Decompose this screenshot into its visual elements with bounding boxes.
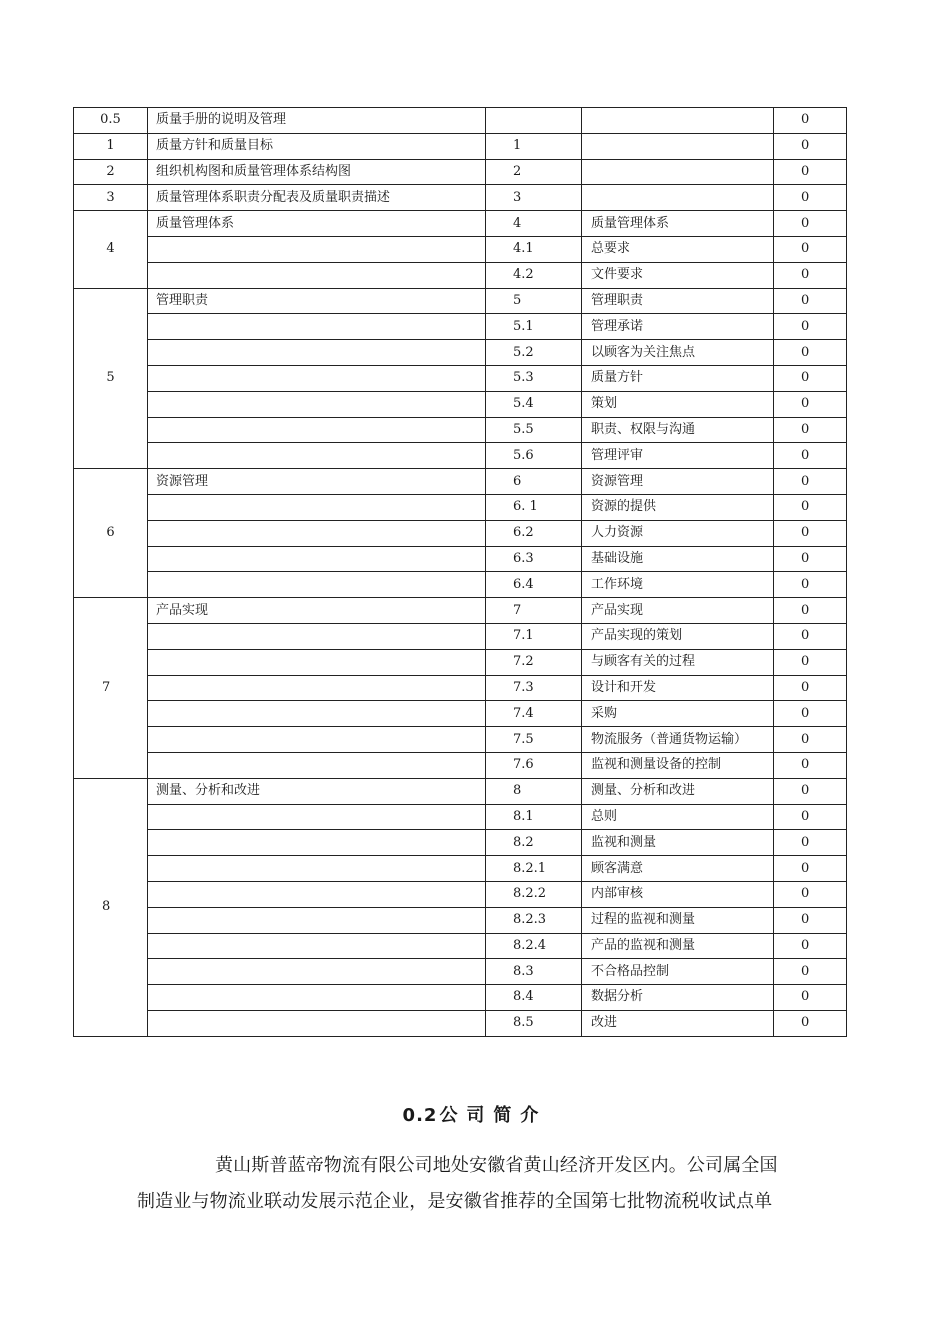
clause-title: 管理职责 xyxy=(582,288,774,314)
page-number: 0 xyxy=(774,236,847,262)
clause-title xyxy=(582,108,774,134)
page-number: 0 xyxy=(774,133,847,159)
section-name xyxy=(148,752,486,778)
table-row xyxy=(74,572,847,598)
page-number: 0 xyxy=(774,469,847,495)
page-number: 0 xyxy=(774,340,847,366)
page-number: 0 xyxy=(774,494,847,520)
page-number: 0 xyxy=(774,185,847,211)
page-number: 0 xyxy=(774,211,847,237)
table-row xyxy=(74,778,847,804)
section-number: 0.2 xyxy=(402,1105,438,1126)
page-number: 0 xyxy=(774,985,847,1011)
clause-number: 3 xyxy=(486,185,582,211)
section-name xyxy=(148,675,486,701)
page-number: 0 xyxy=(774,778,847,804)
group-number: 5 xyxy=(74,288,148,469)
clause-title: 顾客满意 xyxy=(582,856,774,882)
page-number: 0 xyxy=(774,1010,847,1036)
table-row xyxy=(74,675,847,701)
table-row xyxy=(74,469,847,495)
clause-number: 5.2 xyxy=(486,340,582,366)
section-name xyxy=(148,314,486,340)
table-row xyxy=(74,288,847,314)
clause-number xyxy=(486,108,582,134)
table-row xyxy=(74,804,847,830)
clause-title: 数据分析 xyxy=(582,985,774,1011)
clause-number: 4.2 xyxy=(486,262,582,288)
section-name xyxy=(148,365,486,391)
section-name xyxy=(148,417,486,443)
table-row xyxy=(74,262,847,288)
clause-number: 7.5 xyxy=(486,727,582,753)
section-name: 产品实现 xyxy=(148,598,486,624)
section-name: 管理职责 xyxy=(148,288,486,314)
clause-number: 7.3 xyxy=(486,675,582,701)
clause-title: 质量方针 xyxy=(582,365,774,391)
section-name xyxy=(148,985,486,1011)
table-row xyxy=(74,520,847,546)
section-name xyxy=(148,907,486,933)
clause-number: 5.5 xyxy=(486,417,582,443)
section-name: 质量管理体系职责分配表及质量职责描述 xyxy=(148,185,486,211)
clause-title xyxy=(582,133,774,159)
clause-number: 1 xyxy=(486,133,582,159)
clause-number: 8.2.3 xyxy=(486,907,582,933)
section-name xyxy=(148,1010,486,1036)
table-row xyxy=(74,727,847,753)
table-row xyxy=(74,701,847,727)
clause-title: 工作环境 xyxy=(582,572,774,598)
table-row xyxy=(74,494,847,520)
clause-title: 设计和开发 xyxy=(582,675,774,701)
page-number: 0 xyxy=(774,907,847,933)
row-number: 2 xyxy=(74,159,148,185)
page-number: 0 xyxy=(774,623,847,649)
clause-title: 资源管理 xyxy=(582,469,774,495)
section-name: 组织机构图和质量管理体系结构图 xyxy=(148,159,486,185)
section-name xyxy=(148,727,486,753)
table-row xyxy=(74,391,847,417)
clause-number: 8.1 xyxy=(486,804,582,830)
section-name xyxy=(148,546,486,572)
clause-title: 内部审核 xyxy=(582,881,774,907)
clause-number: 5.1 xyxy=(486,314,582,340)
page-number: 0 xyxy=(774,262,847,288)
clause-number: 2 xyxy=(486,159,582,185)
page-number: 0 xyxy=(774,701,847,727)
section-name xyxy=(148,494,486,520)
page-number: 0 xyxy=(774,804,847,830)
page-number: 0 xyxy=(774,391,847,417)
table-row xyxy=(74,856,847,882)
table-row xyxy=(74,159,847,185)
clause-number: 7.2 xyxy=(486,649,582,675)
table-row xyxy=(74,959,847,985)
section-name: 质量管理体系 xyxy=(148,211,486,237)
clause-title xyxy=(582,185,774,211)
page-number: 0 xyxy=(774,598,847,624)
group-number: 6 xyxy=(74,469,148,598)
clause-title: 物流服务（普通货物运输） xyxy=(582,727,774,753)
section-name xyxy=(148,856,486,882)
section-name xyxy=(148,701,486,727)
clause-title: 监视和测量 xyxy=(582,830,774,856)
clause-number: 8.2.4 xyxy=(486,933,582,959)
page-number: 0 xyxy=(774,417,847,443)
section-name xyxy=(148,572,486,598)
clause-title: 职责、权限与沟通 xyxy=(582,417,774,443)
section-name xyxy=(148,262,486,288)
clause-number: 6. 1 xyxy=(486,494,582,520)
clause-number: 7.6 xyxy=(486,752,582,778)
table-row xyxy=(74,365,847,391)
clause-title xyxy=(582,159,774,185)
clause-number: 6 xyxy=(486,469,582,495)
clause-title: 以顾客为关注焦点 xyxy=(582,340,774,366)
clause-number: 7 xyxy=(486,598,582,624)
section-name: 质量手册的说明及管理 xyxy=(148,108,486,134)
section-name xyxy=(148,804,486,830)
page-number: 0 xyxy=(774,752,847,778)
clause-number: 8.5 xyxy=(486,1010,582,1036)
page-number: 0 xyxy=(774,546,847,572)
table-row xyxy=(74,881,847,907)
page-number: 0 xyxy=(774,443,847,469)
table-row xyxy=(74,598,847,624)
table-row xyxy=(74,340,847,366)
page-number: 0 xyxy=(774,881,847,907)
table-row xyxy=(74,108,847,134)
page-number: 0 xyxy=(774,314,847,340)
clause-number: 8.2.1 xyxy=(486,856,582,882)
section-name xyxy=(148,391,486,417)
table-row xyxy=(74,314,847,340)
section-name xyxy=(148,443,486,469)
clause-title: 质量管理体系 xyxy=(582,211,774,237)
clause-number: 8.2 xyxy=(486,830,582,856)
section-name xyxy=(148,623,486,649)
clause-title: 产品的监视和测量 xyxy=(582,933,774,959)
clause-title: 策划 xyxy=(582,391,774,417)
table-row xyxy=(74,1010,847,1036)
clause-number: 8.3 xyxy=(486,959,582,985)
clause-title: 管理承诺 xyxy=(582,314,774,340)
page-number: 0 xyxy=(774,830,847,856)
clause-title: 文件要求 xyxy=(582,262,774,288)
page-number: 0 xyxy=(774,675,847,701)
page-number: 0 xyxy=(774,649,847,675)
table-row xyxy=(74,185,847,211)
clause-title: 监视和测量设备的控制 xyxy=(582,752,774,778)
clause-number: 7.1 xyxy=(486,623,582,649)
toc-body xyxy=(74,108,847,1037)
table-row xyxy=(74,211,847,237)
clause-title: 管理评审 xyxy=(582,443,774,469)
clause-title: 改进 xyxy=(582,1010,774,1036)
row-number: 3 xyxy=(74,185,148,211)
section-name xyxy=(148,933,486,959)
table-row xyxy=(74,649,847,675)
clause-number: 8.2.2 xyxy=(486,881,582,907)
group-number: 7 xyxy=(74,598,148,779)
page-number: 0 xyxy=(774,159,847,185)
clause-number: 5.4 xyxy=(486,391,582,417)
clause-number: 4.1 xyxy=(486,236,582,262)
section-name xyxy=(148,236,486,262)
row-number: 1 xyxy=(74,133,148,159)
table-row xyxy=(74,752,847,778)
table-row xyxy=(74,933,847,959)
table-row xyxy=(74,985,847,1011)
section-name xyxy=(148,830,486,856)
group-number: 8 xyxy=(74,778,148,1036)
clause-number: 6.4 xyxy=(486,572,582,598)
section-name xyxy=(148,340,486,366)
toc-table xyxy=(73,107,847,1037)
clause-number: 5.6 xyxy=(486,443,582,469)
table-row xyxy=(74,623,847,649)
section-name: 测量、分析和改进 xyxy=(148,778,486,804)
section-name xyxy=(148,649,486,675)
clause-number: 5 xyxy=(486,288,582,314)
section-heading xyxy=(0,1101,950,1127)
table-row xyxy=(74,443,847,469)
page-number: 0 xyxy=(774,572,847,598)
section-title: 公司简介 xyxy=(439,1105,548,1126)
clause-number: 6.3 xyxy=(486,546,582,572)
clause-title: 产品实现的策划 xyxy=(582,623,774,649)
section-name: 质量方针和质量目标 xyxy=(148,133,486,159)
clause-number: 8 xyxy=(486,778,582,804)
table-row xyxy=(74,907,847,933)
section-name xyxy=(148,881,486,907)
clause-number: 7.4 xyxy=(486,701,582,727)
table-row xyxy=(74,133,847,159)
clause-number: 6.2 xyxy=(486,520,582,546)
clause-title: 采购 xyxy=(582,701,774,727)
page-number: 0 xyxy=(774,727,847,753)
paragraph-line-2: 制造业与物流业联动发展示范企业，是安徽省推荐的全国第七批物流税收试点单 xyxy=(137,1191,773,1212)
page-number: 0 xyxy=(774,520,847,546)
section-name xyxy=(148,520,486,546)
table-row xyxy=(74,417,847,443)
table-row xyxy=(74,830,847,856)
clause-number: 5.3 xyxy=(486,365,582,391)
table-row xyxy=(74,236,847,262)
clause-title: 总要求 xyxy=(582,236,774,262)
clause-title: 与顾客有关的过程 xyxy=(582,649,774,675)
clause-number: 8.4 xyxy=(486,985,582,1011)
page-number: 0 xyxy=(774,288,847,314)
clause-title: 测量、分析和改进 xyxy=(582,778,774,804)
page-number: 0 xyxy=(774,108,847,134)
clause-title: 过程的监视和测量 xyxy=(582,907,774,933)
clause-number: 4 xyxy=(486,211,582,237)
paragraph-line-1: 黄山斯普蓝帝物流有限公司地处安徽省黄山经济开发区内。公司属全国 xyxy=(215,1155,778,1176)
section-name xyxy=(148,959,486,985)
clause-title: 总则 xyxy=(582,804,774,830)
group-number: 4 xyxy=(74,211,148,288)
clause-title: 不合格品控制 xyxy=(582,959,774,985)
table-row xyxy=(74,546,847,572)
page-number: 0 xyxy=(774,933,847,959)
clause-title: 人力资源 xyxy=(582,520,774,546)
page-number: 0 xyxy=(774,365,847,391)
section-name: 资源管理 xyxy=(148,469,486,495)
clause-title: 产品实现 xyxy=(582,598,774,624)
page-number: 0 xyxy=(774,856,847,882)
clause-title: 资源的提供 xyxy=(582,494,774,520)
page-number: 0 xyxy=(774,959,847,985)
row-number: 0.5 xyxy=(74,108,148,134)
clause-title: 基础设施 xyxy=(582,546,774,572)
